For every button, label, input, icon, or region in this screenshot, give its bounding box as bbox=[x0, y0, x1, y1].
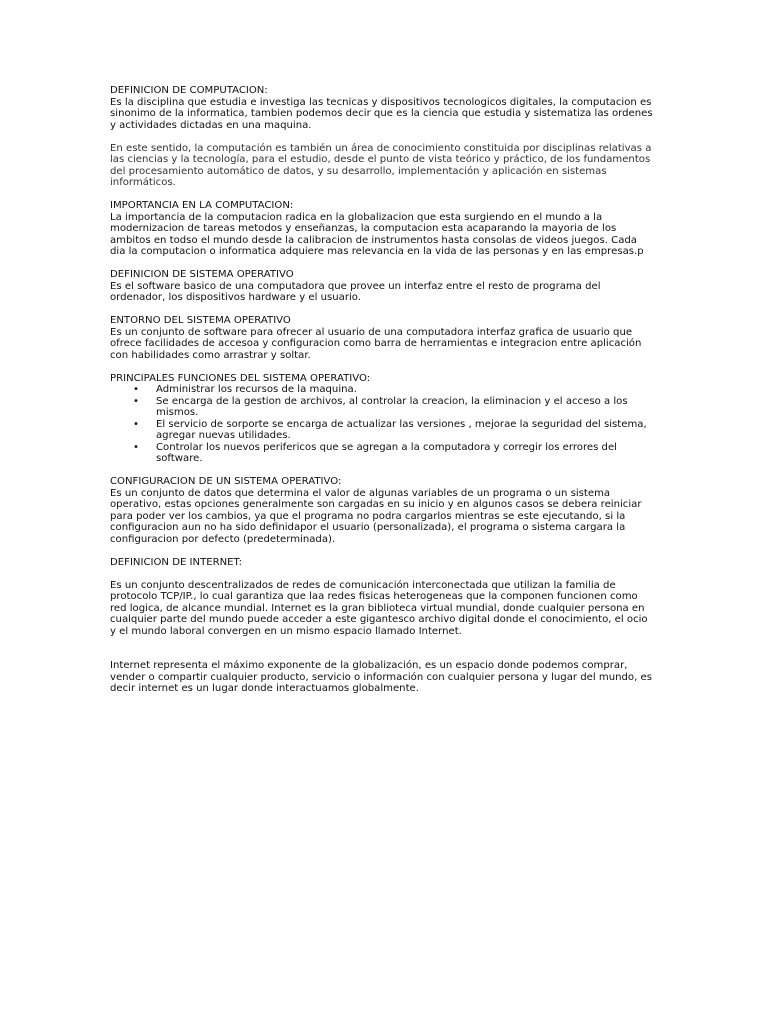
heading-definicion-internet: DEFINICION DE INTERNET: bbox=[110, 556, 243, 568]
bullet-icon: • bbox=[133, 418, 139, 430]
list-item: • El servicio de sorporte se encarga de actualizar las versiones , mejorae la seguridad del sistema, agregar nuevas utilidades. bbox=[133, 418, 647, 441]
paragraph-entorno-sistema-operativo: Es un conjunto de software para ofrecer al usuario de una computadora interfaz grafica de usuario que ofrece facilidades de accesoa y configuracion como barra de herramientas e integracion entre aplicación con habilidades como arrastrar y soltar. bbox=[110, 326, 642, 361]
document-page bbox=[110, 85, 655, 706]
section-importancia-computacion bbox=[110, 200, 655, 258]
paragraph-definicion-computacion: Es la disciplina que estudia e investiga las tecnicas y dispositivos tecnologicos digitales, la computacion es sinonimo de la informatica, tambien podemos decir que es la ciencia que estudia y sistematiza las ordenes y actividades dictadas en una maquina. bbox=[110, 96, 653, 131]
list-item: • Controlar los nuevos perifericos que se agregan a la computadora y corregir los errores del software. bbox=[133, 441, 617, 464]
heading-definicion-computacion: DEFINICION DE COMPUTACION: bbox=[110, 85, 268, 96]
section-internet-globalizacion bbox=[110, 660, 655, 695]
heading-funciones-sistema-operativo: PRINCIPALES FUNCIONES DEL SISTEMA OPERATIVO: bbox=[110, 372, 371, 384]
paragraph-configuracion-sistema-operativo: Es un conjunto de datos que determina el valor de algunas variables de un programa o un sistema operativo, estas opciones generalmente son cargadas en su inicio y en algunos casos se debera reiniciar para poder ver los cambios, ya que el programa no podra cargarlos mientras se este ejecutando, si la configuracion aun no ha sido definidapor el usuario (personalizada), el programa o sistema cargara la configuracion por defecto (predeterminada). bbox=[110, 487, 642, 545]
section-definicion-internet bbox=[110, 557, 655, 638]
heading-definicion-sistema-operativo: DEFINICION DE SISTEMA OPERATIVO bbox=[110, 269, 294, 280]
heading-configuracion-sistema-operativo: CONFIGURACION DE UN SISTEMA OPERATIVO: bbox=[110, 476, 342, 487]
paragraph-internet-globalizacion: Internet representa el máximo exponente de la globalización, es un espacio donde podemos comprar, vender o compartir cualquier producto, servicio o información con cualquier persona y lugar del mundo, es decir internet es un lugar donde interactuamos globalmente. bbox=[110, 660, 652, 694]
functions-list bbox=[110, 384, 655, 465]
heading-importancia-computacion: IMPORTANCIA EN LA COMPUTACION: bbox=[110, 200, 294, 211]
bullet-icon: • bbox=[133, 395, 139, 407]
spacer bbox=[110, 568, 655, 580]
bullet-icon: • bbox=[133, 441, 139, 453]
section-definicion-computacion bbox=[110, 85, 655, 131]
paragraph-importancia-computacion: La importancia de la computacion radica en la globalizacion que esta surgiendo en el mundo a la modernizacion de tareas metodos y enseñanzas, la computacion esta acaparando la mayoria de los ambitos en todso el mundo desde la calibracion de instrumentos hasta consolas de videos juegos. Cada dia la computacion o informatica adquiere mas relevancia en la vida de las personas y en las empresas.p bbox=[110, 211, 644, 257]
bullet-icon: • bbox=[133, 384, 139, 395]
section-funciones-sistema-operativo bbox=[110, 373, 655, 465]
paragraph-definicion-sistema-operativo: Es el software basico de una computadora que provee un interfaz entre el resto de programa del ordenador, los dispositivos hardware y el usuario. bbox=[110, 280, 601, 303]
section-definicion-sistema-operativo bbox=[110, 269, 655, 304]
paragraph-computacion-sentido: En este sentido, la computación es también un área de conocimiento constituida por disciplinas relativas a las ciencias y la tecnología, para el estudio, desde el punto de vista teórico y práctico, de los fundamentos del procesamiento automático de datos, y su desarrollo, implementación y aplicación en sistemas informáticos. bbox=[110, 142, 652, 188]
section-computacion-sentido bbox=[110, 143, 655, 189]
heading-entorno-sistema-operativo: ENTORNO DEL SISTEMA OPERATIVO bbox=[110, 315, 291, 326]
list-item: • Se encarga de la gestion de archivos, al controlar la creacion, la eliminacion y el acceso a los mismos. bbox=[133, 395, 628, 418]
spacer bbox=[110, 649, 655, 661]
list-item: • Administrar los recursos de la maquina. bbox=[133, 384, 357, 395]
section-configuracion-sistema-operativo bbox=[110, 476, 655, 545]
section-entorno-sistema-operativo bbox=[110, 315, 655, 361]
paragraph-definicion-internet: Es un conjunto descentralizados de redes de comunicación interconectada que utilizan la familia de protocolo TCP/IP., lo cual garantiza que laa redes fisicas heterogeneas que la componen funcionen como red logica, de alcance mundial. Internet es la gran biblioteca virtual mundial, donde cualquier persona en cualquier parte del mundo puede acceder a este gigantesco archivo digital donde el conocimiento, el ocio y el mundo laboral convergen en un mismo espacio llamado Internet. bbox=[110, 579, 648, 637]
